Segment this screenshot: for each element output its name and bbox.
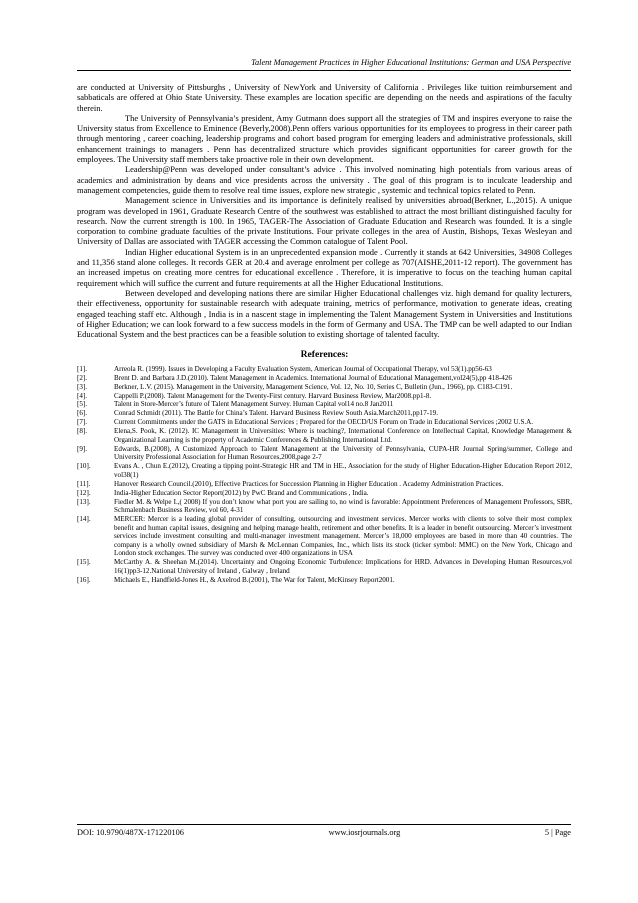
reference-item: [77, 392, 572, 401]
reference-text: Elena,S. Pook, K. (2012). IC Management in Universities: Where is teaching?, International Conference on Intellectual Capital, Knowledge Management & Organizational Learning is the property of Academic Conferences & Publishing International Ltd.: [114, 427, 572, 444]
reference-number: [11].: [77, 479, 91, 488]
paragraph: Management science in Universities and its importance is definitely realised by universities abroad(Berkner, L.,2015). A unique program was developed in 1961, Graduate Research Centre of the southwest was established to attract the most brilliant distinguished faculty for research. Now the current strength is 100. In 1965, TAGER-The Association of Graduate Education and Research was founded. It is a single corporation to combine graduate faculties of the private Institutions. Four private colleges in the area of Austin, Bishops, Texas Wesleyan and University of Dallas are associated with TAGER accessing the Common catalogue of Talent Pool.: [77, 195, 572, 247]
reference-text: Evans A. , Chun E.(2012), Creating a tipping point-Strategic HR and TM in HE., Association for the study of Higher Education-Higher Education Report 2012, vol38(1): [114, 462, 572, 479]
running-title: Talent Management Practices in Higher Educational Institutions: German and USA Perspective: [251, 58, 571, 67]
page-footer: [77, 824, 571, 837]
reference-number: [7].: [77, 418, 88, 427]
reference-number: [12].: [77, 488, 91, 497]
reference-number: [10].: [77, 462, 91, 471]
reference-item: [77, 576, 572, 585]
reference-item: [77, 427, 572, 444]
reference-number: [1].: [77, 364, 88, 373]
reference-text: Edwards, B.(2008), A Customized Approach to Talent Management at the University of Pennsylvania, CUPA-HR Journal Spring/summer, College and University Professional Association for Human Resources,2008,page 2-7: [114, 444, 572, 462]
reference-text: Berkner, L.V. (2015). Management in the University, Management Science, Vol. 12, No. 10, Series C, Bulletin (Jun., 1966), pp. C183-C191.: [114, 382, 513, 391]
reference-number: [16].: [77, 575, 91, 584]
reference-text: Talent in Store-Mercer’s future of Talent Management Survey. Human Capital vol14 no.8 Jan2011: [114, 400, 394, 409]
reference-item: [77, 462, 572, 479]
reference-text: Conrad Schmidt (2011). The Battle for China’s Talent. Harvard Business Review South Asia.March2011,pp17-19.: [114, 409, 438, 418]
reference-number: [15].: [77, 558, 91, 567]
reference-item: [77, 374, 572, 383]
reference-text: Fiedler M. & Welpe I.,( 2008) If you don’t know what port you are sailing to, no wind is favorable: Appointment Preferences of Management Professors, SBR, Schmalenbach Business Review, vol 60, 4-31: [114, 497, 572, 515]
running-header: [77, 58, 571, 71]
reference-text: Arreola R. (1999). Issues in Developing a Faculty Evaluation System, American Journal of Occupational Therapy, vol 53(1).pp56-63: [114, 364, 492, 373]
reference-text: McCarthy A. & Sheehan M.(2014). Uncertainty and Ongoing Economic Turbulence: Implications for HRD. Advances in Developing Human Resources,vol 16(1)pp3-12.National University of Ireland , Galway , Ireland: [114, 558, 572, 575]
reference-number: [14].: [77, 515, 91, 524]
journal-website: www.iosrjournals.org: [328, 828, 401, 837]
reference-item: [77, 480, 572, 489]
reference-item: [77, 558, 572, 575]
reference-number: [2].: [77, 373, 88, 382]
reference-item: [77, 365, 572, 374]
references-list: [77, 365, 572, 585]
reference-item: [77, 400, 572, 409]
doi-label: DOI: 10.9790/487X-171220106: [77, 828, 184, 837]
reference-item: [77, 418, 572, 427]
reference-item: [77, 498, 572, 515]
paragraph: Leadership@Penn was developed under consultant’s advice . This involved nominating high potentials from various areas of academics and administration by deans and vice presidents across the university . The goal of this program is to inculcate leadership and management competencies, guide them to resolve real time issues, explore new strategic , systemic and technical topics related to Penn.: [77, 164, 572, 195]
reference-number: [6].: [77, 409, 88, 418]
paragraph: Between developed and developing nations there are similar Higher Educational challenges viz. high demand for quality lecturers, their effectiveness, opportunity for sustainable research with adequate training, metrics of performance, motivation to generate ideas, creating engaged teaching staff etc. Although , India is in a nascent stage in implementing the Talent Management System in Universities and Institutions of Higher Education; we can look forward to a few success models in the form of Germany and USA. The TMP can be well adapted to our Indian Educational System and the best practices can be a feasible solution to existing shortage of talented faculty.: [77, 287, 572, 340]
reference-item: [77, 445, 572, 462]
paragraph: are conducted at University of Pittsburghs , University of NewYork and University of California . Privileges like tuition reimbursement and sabbaticals are offered at Ohio State University. These examples are location specific are depending on the needs and aspirations of the faculty therein.: [77, 82, 572, 113]
reference-number: [4].: [77, 391, 88, 400]
reference-number: [5].: [77, 400, 88, 409]
reference-text: Michaels E., Handfield-Jones H., & Axelrod B.(2001), The War for Talent, McKinsey Report2001.: [114, 575, 395, 584]
paragraph: Indian Higher educational System is in an unprecedented expansion mode . Currently it stands at 642 Universities, 34908 Colleges and 11,356 stand alone colleges. It records GER at 20.4 and average enrolment per college as 707(AISHE,2011-12 report). The government has an increased impetus on creating more centres for educational excellence . Therefore, it is imperative to focus on the teaching human capital requirement which will suffice the current and future requirements at all the Higher Educational Institutions.: [77, 246, 572, 288]
reference-number: [9].: [77, 444, 88, 453]
reference-number: [8].: [77, 427, 88, 436]
reference-text: Hanover Research Council.(2010), Effective Practices for Succession Planning in Higher Education . Academy Administration Practices.: [114, 479, 504, 488]
reference-item: [77, 489, 572, 498]
reference-text: Brent D. and Barbara J.D.(2010). Talent Management in Academics. International Journal of Educational Management,vol24(5),pp 418-426: [114, 373, 512, 382]
reference-item: [77, 515, 572, 558]
reference-item: [77, 383, 572, 392]
reference-item: [77, 409, 572, 418]
reference-number: [3].: [77, 382, 88, 391]
reference-text: Cappelli P.(2008). Talent Management for the Twenty-First century. Harvard Business Review, Mar2008.pp1-8.: [114, 391, 432, 400]
reference-text: India-Higher Education Sector Report(2012) by PwC Brand and Communications , India.: [114, 488, 369, 497]
paragraph: The University of Pennsylvania’s president, Amy Gutmann does support all the strategies of TM and inspires everyone to raise the University status from Excellence to Eminence (Beverly,2008).Penn offers various opportunities for its employees to progress in their career path through mentoring , career coaching, leadership programs and cohort based program for emerging leaders and administrative professionals, skill enhancement trainings to managers . Penn has decentralized structure which provides significant opportunities for career growth for the employees. The University staff members take proactive role in their own development.: [77, 112, 572, 165]
reference-text: MERCER: Mercer is a leading global provider of consulting, outsourcing and investment services. Mercer works with clients to solve their most complex benefit and human capital issues, designing and helping manage health, retirement and other benefits. It is a leader in benefit outsourcing. Mercer’s investment services include investment consulting and multi-manager investment management. Mercer’s 18,000 employees are based in more than 40 countries. The company is a wholly owned subsidiary of Marsh & McLennan Companies, Inc., which lists its stock (ticker symbol: MMC) on the New York, Chicago and London stock exchanges. The survey was conducted over 400 organizations in USA: [114, 515, 572, 558]
reference-text: Current Commitments under the GATS in Educational Services ; Prepared for the OECD/US Forum on Trade in Educational Services ;2002 U.S.A.: [114, 418, 534, 427]
article-body: [77, 82, 572, 585]
page-number: 5 | Page: [544, 828, 571, 837]
reference-number: [13].: [77, 497, 91, 506]
references-heading: References:: [300, 349, 349, 361]
